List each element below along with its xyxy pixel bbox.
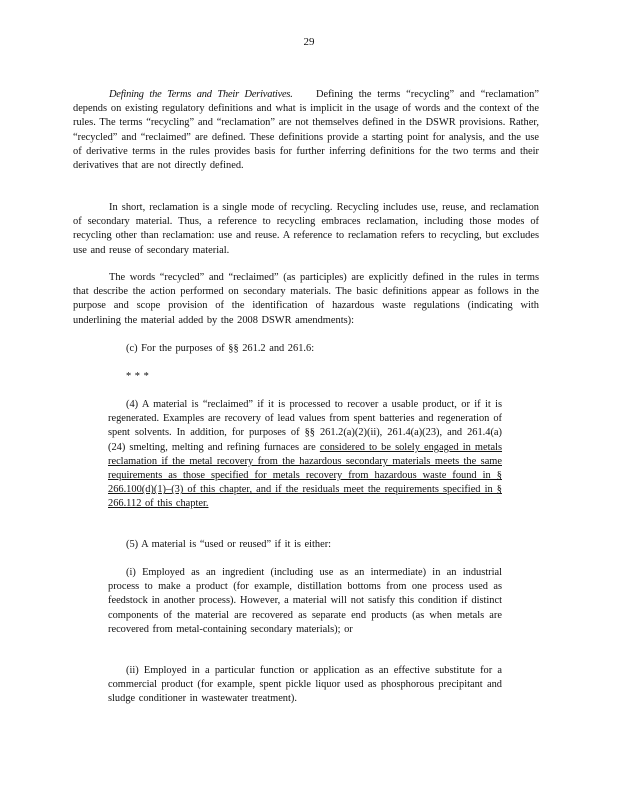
paragraph-basic-definitions: The words “recycled” and “reclaimed” (as participles) are explicitly defined in the rules in terms that describe the action performed on secondary materials. The basic definitions appear as follows in the purpose and scope provision of the identification of hazardous waste regulations (indicating with underlining the material added by the 2008 DSWR amendments): <box>73 272 539 326</box>
asterisks-separator: * * * <box>126 371 149 382</box>
quote-ingredient: (i) Employed as an ingredient (including use as an intermediate) in an industrial process to make a product (for example, distillation bottoms from one process used as feedstock in another process). However, a material will not satisfy this condition if distinct components of the material are recovered as separate end products (as when metals are recovered from metal-containing secondary materials); or <box>108 567 502 635</box>
quote-text: (4) A material is “reclaimed” if it is processed to recover a usable product, or if it is regenerated. Examples are recovery of lead values from spent batteries and regeneration of spent solvents. In addition, for purposes of §§ 261.2(a)(2)(ii), 261.4(a)(23), and 261.4(a)(24) smelting, melting and refining furnaces are <box>108 399 502 453</box>
paragraph-text: Defining the terms “recycling” and “reclamation” depends on existing regulatory definitions and what is implicit in the usage of words and the context of the rules. The terms “recycling” and “reclamation” are not themselves defined in the DSWR provisions. Rather, “recycled” and “reclaimed” are defined. These definitions provide a starting point for analysis, and the use of derivative terms in the rules provides basis for further inferring definitions for the two terms and their derivatives that are not directly defined. <box>73 89 539 172</box>
quote-reclaimed-definition <box>108 398 502 512</box>
paragraph-reclamation-mode: In short, reclamation is a single mode of recycling. Recycling includes use, reuse, and reclamation of secondary material. Thus, a reference to recycling embraces reclamation, including those modes of recycling other than reclamation: use and reuse. A reference to reclamation refers to recycling, but excludes use and reuse of secondary material. <box>73 202 539 256</box>
paragraph-defining-terms <box>73 88 539 173</box>
section-heading: Defining the Terms and Their Derivatives. <box>109 89 293 100</box>
underlined-amendment: considered to be solely engaged in metals reclamation if the metal recovery from the hazardous secondary materials meets the same requirements as those specified for metals recovery from hazardous waste found in § 266.100(d)(1)–(3) of this chapter, and if the residuals meet the requirements specified in § 266.112 of this chapter. <box>108 441 503 510</box>
quote-substitute: (ii) Employed in a particular function or application as an effective substitute for a commercial product (for example, spent pickle liquor used as phosphorous precipitant and sludge conditioner in wastewater treatment). <box>108 665 502 705</box>
page-number: 29 <box>303 36 315 48</box>
quote-used-or-reused: (5) A material is “used or reused” if it is either: <box>126 539 332 550</box>
quote-purposes: (c) For the purposes of §§ 261.2 and 261.6: <box>126 343 315 354</box>
